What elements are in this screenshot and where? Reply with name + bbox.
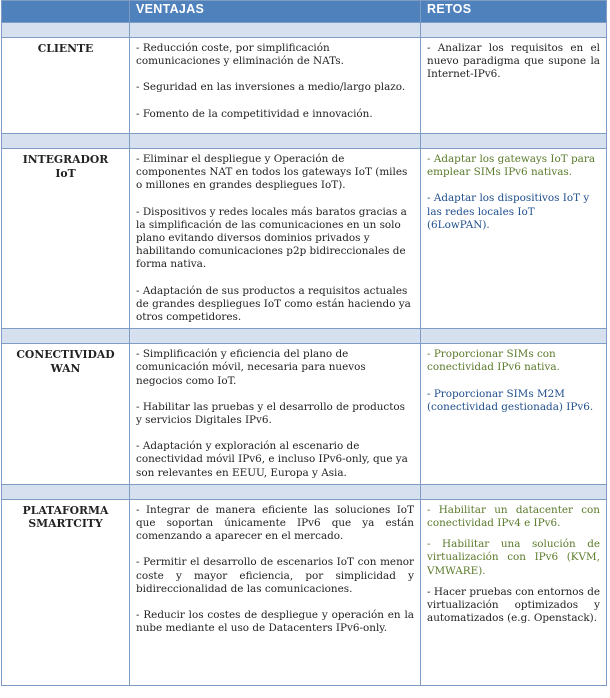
section-label: INTEGRADOR IoT — [2, 149, 130, 329]
reto-item: - Proporcionar SIMs M2M (conectividad gestionada) IPv6. — [427, 387, 594, 413]
header-empty — [2, 1, 130, 23]
separator-row — [2, 329, 607, 344]
retos-cell — [421, 149, 607, 329]
section-row-integrador — [2, 149, 607, 329]
section-label: PLATAFORMA SMARTCITY — [2, 499, 130, 685]
retos-cell — [421, 344, 607, 485]
reto-item: - Hacer pruebas con entornos de virtualización optimizados y automatizados (e.g. Openstack). — [427, 585, 600, 625]
ventaja-item: - Simplificación y eficiencia del plano de comunicación móvil, necesaria para nuevos negocios como IoT. — [136, 348, 366, 387]
ventajas-cell — [130, 499, 421, 685]
separator-row — [2, 484, 607, 499]
section-row-plataforma — [2, 499, 607, 685]
retos-cell — [421, 38, 607, 134]
separator-row — [2, 134, 607, 149]
reto-item: - Habilitar una solución de virtualización con IPv6 (KVM, VMWARE). — [427, 538, 600, 577]
header-retos: RETOS — [421, 1, 607, 23]
reto-item: - Habilitar un datacenter con conectividad IPv4 e IPv6. — [427, 503, 600, 530]
reto-item: - Analizar los requisitos en el nuevo paradigma que supone la Internet-IPv6. — [427, 42, 600, 81]
ventaja-item: - Seguridad en las inversiones a medio/largo plazo. — [136, 81, 406, 94]
ventaja-item: - Fomento de la competitividad e innovación. — [136, 107, 373, 120]
section-label: CONECTIVIDAD WAN — [2, 344, 130, 485]
ventaja-item: - Reducción coste, por simplificación comunicaciones y eliminación de NATs. — [136, 42, 344, 68]
reto-item: - Adaptar los gateways IoT para emplear SIMs IPv6 nativas. — [427, 153, 596, 179]
section-row-cliente — [2, 38, 607, 134]
ventajas-cell — [130, 344, 421, 485]
ventaja-item: - Integrar de manera eficiente las soluciones IoT que soportan únicamente IPv6 que ya están comenzando a aparecer en el mercado. — [136, 503, 414, 543]
section-row-conectividad — [2, 344, 607, 485]
ventaja-item: - Dispositivos y redes locales más baratos gracias a la simplificación de las comunicaciones en un solo plano evitando diversos dominios privados y habilitando comunicaciones p2p bidireccionales de forma nativa. — [136, 205, 407, 271]
reto-item: - Proporcionar SIMs con conectividad IPv6 nativa. — [427, 348, 560, 374]
ventajas-cell — [130, 38, 421, 134]
retos-cell — [421, 499, 607, 685]
ventaja-item: - Adaptación de sus productos a requisitos actuales de grandes despliegues IoT como están haciendo ya otros competidores. — [136, 284, 411, 324]
separator-row — [2, 23, 607, 38]
reto-item: - Adaptar los dispositivos IoT y las redes locales IoT (6LowPAN). — [427, 192, 590, 231]
ventaja-item: - Habilitar las pruebas y el desarrollo de productos y servicios Digitales IPv6. — [136, 400, 405, 427]
ventaja-item: - Adaptación y exploración al escenario de conectividad móvil IPv6, e incluso IPv6-only, que ya son relevantes en EEUU, Europa y Asia. — [136, 440, 408, 479]
ventajas-cell — [130, 149, 421, 329]
comparison-table — [1, 0, 607, 686]
ventaja-item: - Permitir el desarrollo de escenarios IoT con menor coste y mayor eficiencia, por simplicidad y bidireccionalidad de las comunicaciones. — [136, 556, 414, 595]
ventaja-item: - Eliminar el despliegue y Operación de componentes NAT en todos los gateways IoT (miles o millones en grandes despliegues IoT). — [136, 153, 408, 192]
section-label: CLIENTE — [2, 38, 130, 134]
header-row — [2, 1, 607, 23]
ventaja-item: - Reducir los costes de despliegue y operación en la nube mediante el uso de Datacenters IPv6-only. — [136, 609, 414, 635]
header-ventajas: VENTAJAS — [130, 1, 421, 23]
